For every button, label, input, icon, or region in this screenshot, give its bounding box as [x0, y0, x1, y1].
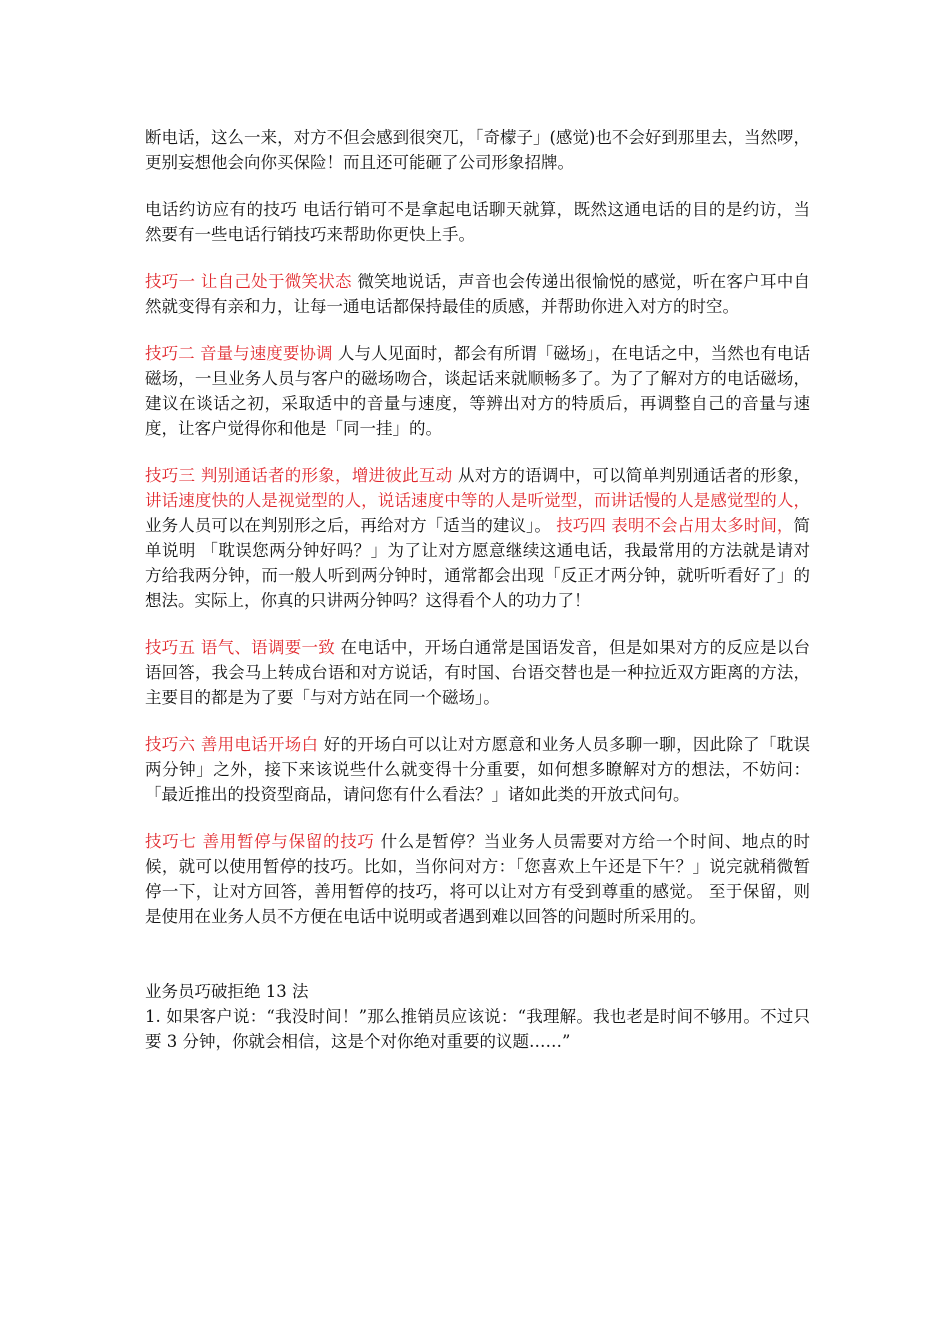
tip-1-body: 微笑地说话，声音也会传递出很愉悦的感觉，听在客户耳中自然就变得有亲和力，让每一通电话都保持最佳的质感，并帮助你进入对方的时空。 — [145, 272, 810, 316]
tip-6-heading: 技巧六 善用电话开场白 — [145, 735, 319, 754]
section-title: 业务员巧破拒绝 13 法 — [145, 982, 309, 1001]
tip-6-body: 好的开场白可以让对方愿意和业务人员多聊一聊，因此除了「耽误两分钟」之外，接下来该说些什么就变得十分重要，如何想多瞭解对方的想法，不妨问：「最近推出的投资型商品，请问您有什么看法？」诸如此类的开放式问句。 — [145, 735, 811, 804]
paragraph-tip-3-4 — [145, 463, 810, 613]
tip-3-highlight: 讲话速度快的人是视觉型的人，说话速度中等的人是听觉型，而讲话慢的人是感觉型的人， — [145, 491, 810, 510]
tip-3-body-c: 业务人员可以在判别形之后，再给对方「适当的建议」。 — [145, 516, 557, 535]
list-item-1: 1. 如果客户说：“我没时间！”那么推销员应该说：“我理解。我也老是时间不够用。不过只要 3 分钟，你就会相信，这是个对你绝对重要的议题……” — [145, 1007, 810, 1051]
paragraph-phone-tips-intro: 电话约访应有的技巧 电话行销可不是拿起电话聊天就算，既然这通电话的目的是约访，当然要有一些电话行销技巧来帮助你更快上手。 — [145, 200, 810, 244]
spacer — [145, 951, 810, 979]
tip-7-heading: 技巧七 善用暂停与保留的技巧 — [145, 832, 375, 851]
paragraph-tip-1 — [145, 269, 810, 319]
tip-4-body: 简单说明 「耽误您两分钟好吗？」为了让对方愿意继续这通电话，我最常用的方法就是请对方给我两分钟，而一般人听到两分钟时，通常都会出现「反正才两分钟，就听听看好了」的想法。实际上，你真的只讲两分钟吗？这得看个人的功力了！ — [145, 516, 811, 610]
tip-4-heading: 技巧四 表明不会占用太多时间， — [556, 516, 794, 535]
tip-3-body-a: 从对方的语调中，可以简单判别通话者的形象， — [452, 466, 811, 485]
paragraph-intro: 断电话，这么一来，对方不但会感到很突兀，「奇檬子」(感觉)也不会好到那里去，当然啰，更别妄想他会向你买保险！而且还可能砸了公司形象招牌。 — [145, 128, 810, 172]
tip-3-heading: 技巧三 判别通话者的形象，增进彼此互动 — [145, 466, 453, 485]
paragraph-tip-6 — [145, 732, 810, 807]
tip-7-body: 什么是暂停？当业务人员需要对方给一个时间、地点的时候，就可以使用暂停的技巧。比如，当你问对方：「您喜欢上午还是下午？」说完就稍微暂停一下，让对方回答，善用暂停的技巧，将可以让对方有受到尊重的感觉。 至于保留，则是使用在业务人员不方便在电话中说明或者遇到难以回答的问题时所采用的。 — [145, 832, 810, 926]
tip-2-body: 人与人见面时，都会有所谓「磁场」，在电话之中，当然也有电话磁场，一旦业务人员与客户的磁场吻合，谈起话来就顺畅多了。为了了解对方的电话磁场，建议在谈话之初，采取适中的音量与速度，等辨出对方的特质后，再调整自己的音量与速度，让客户觉得你和他是「同一挂」的。 — [145, 344, 811, 438]
paragraph-tip-5 — [145, 635, 810, 710]
paragraph-tip-7 — [145, 829, 810, 929]
paragraph-tip-2 — [145, 341, 810, 441]
tip-5-body: 在电话中，开场白通常是国语发音，但是如果对方的反应是以台语回答，我会马上转成台语和对方说话，有时国、台语交替也是一种拉近双方距离的方法，主要目的都是为了要「与对方站在同一个磁场」。 — [145, 638, 810, 707]
tip-1-heading: 技巧一 让自己处于微笑状态 — [145, 272, 352, 291]
document-page — [145, 125, 810, 1076]
tip-5-heading: 技巧五 语气、语调要一致 — [145, 638, 336, 657]
tip-2-heading: 技巧二 音量与速度要协调 — [145, 344, 333, 363]
